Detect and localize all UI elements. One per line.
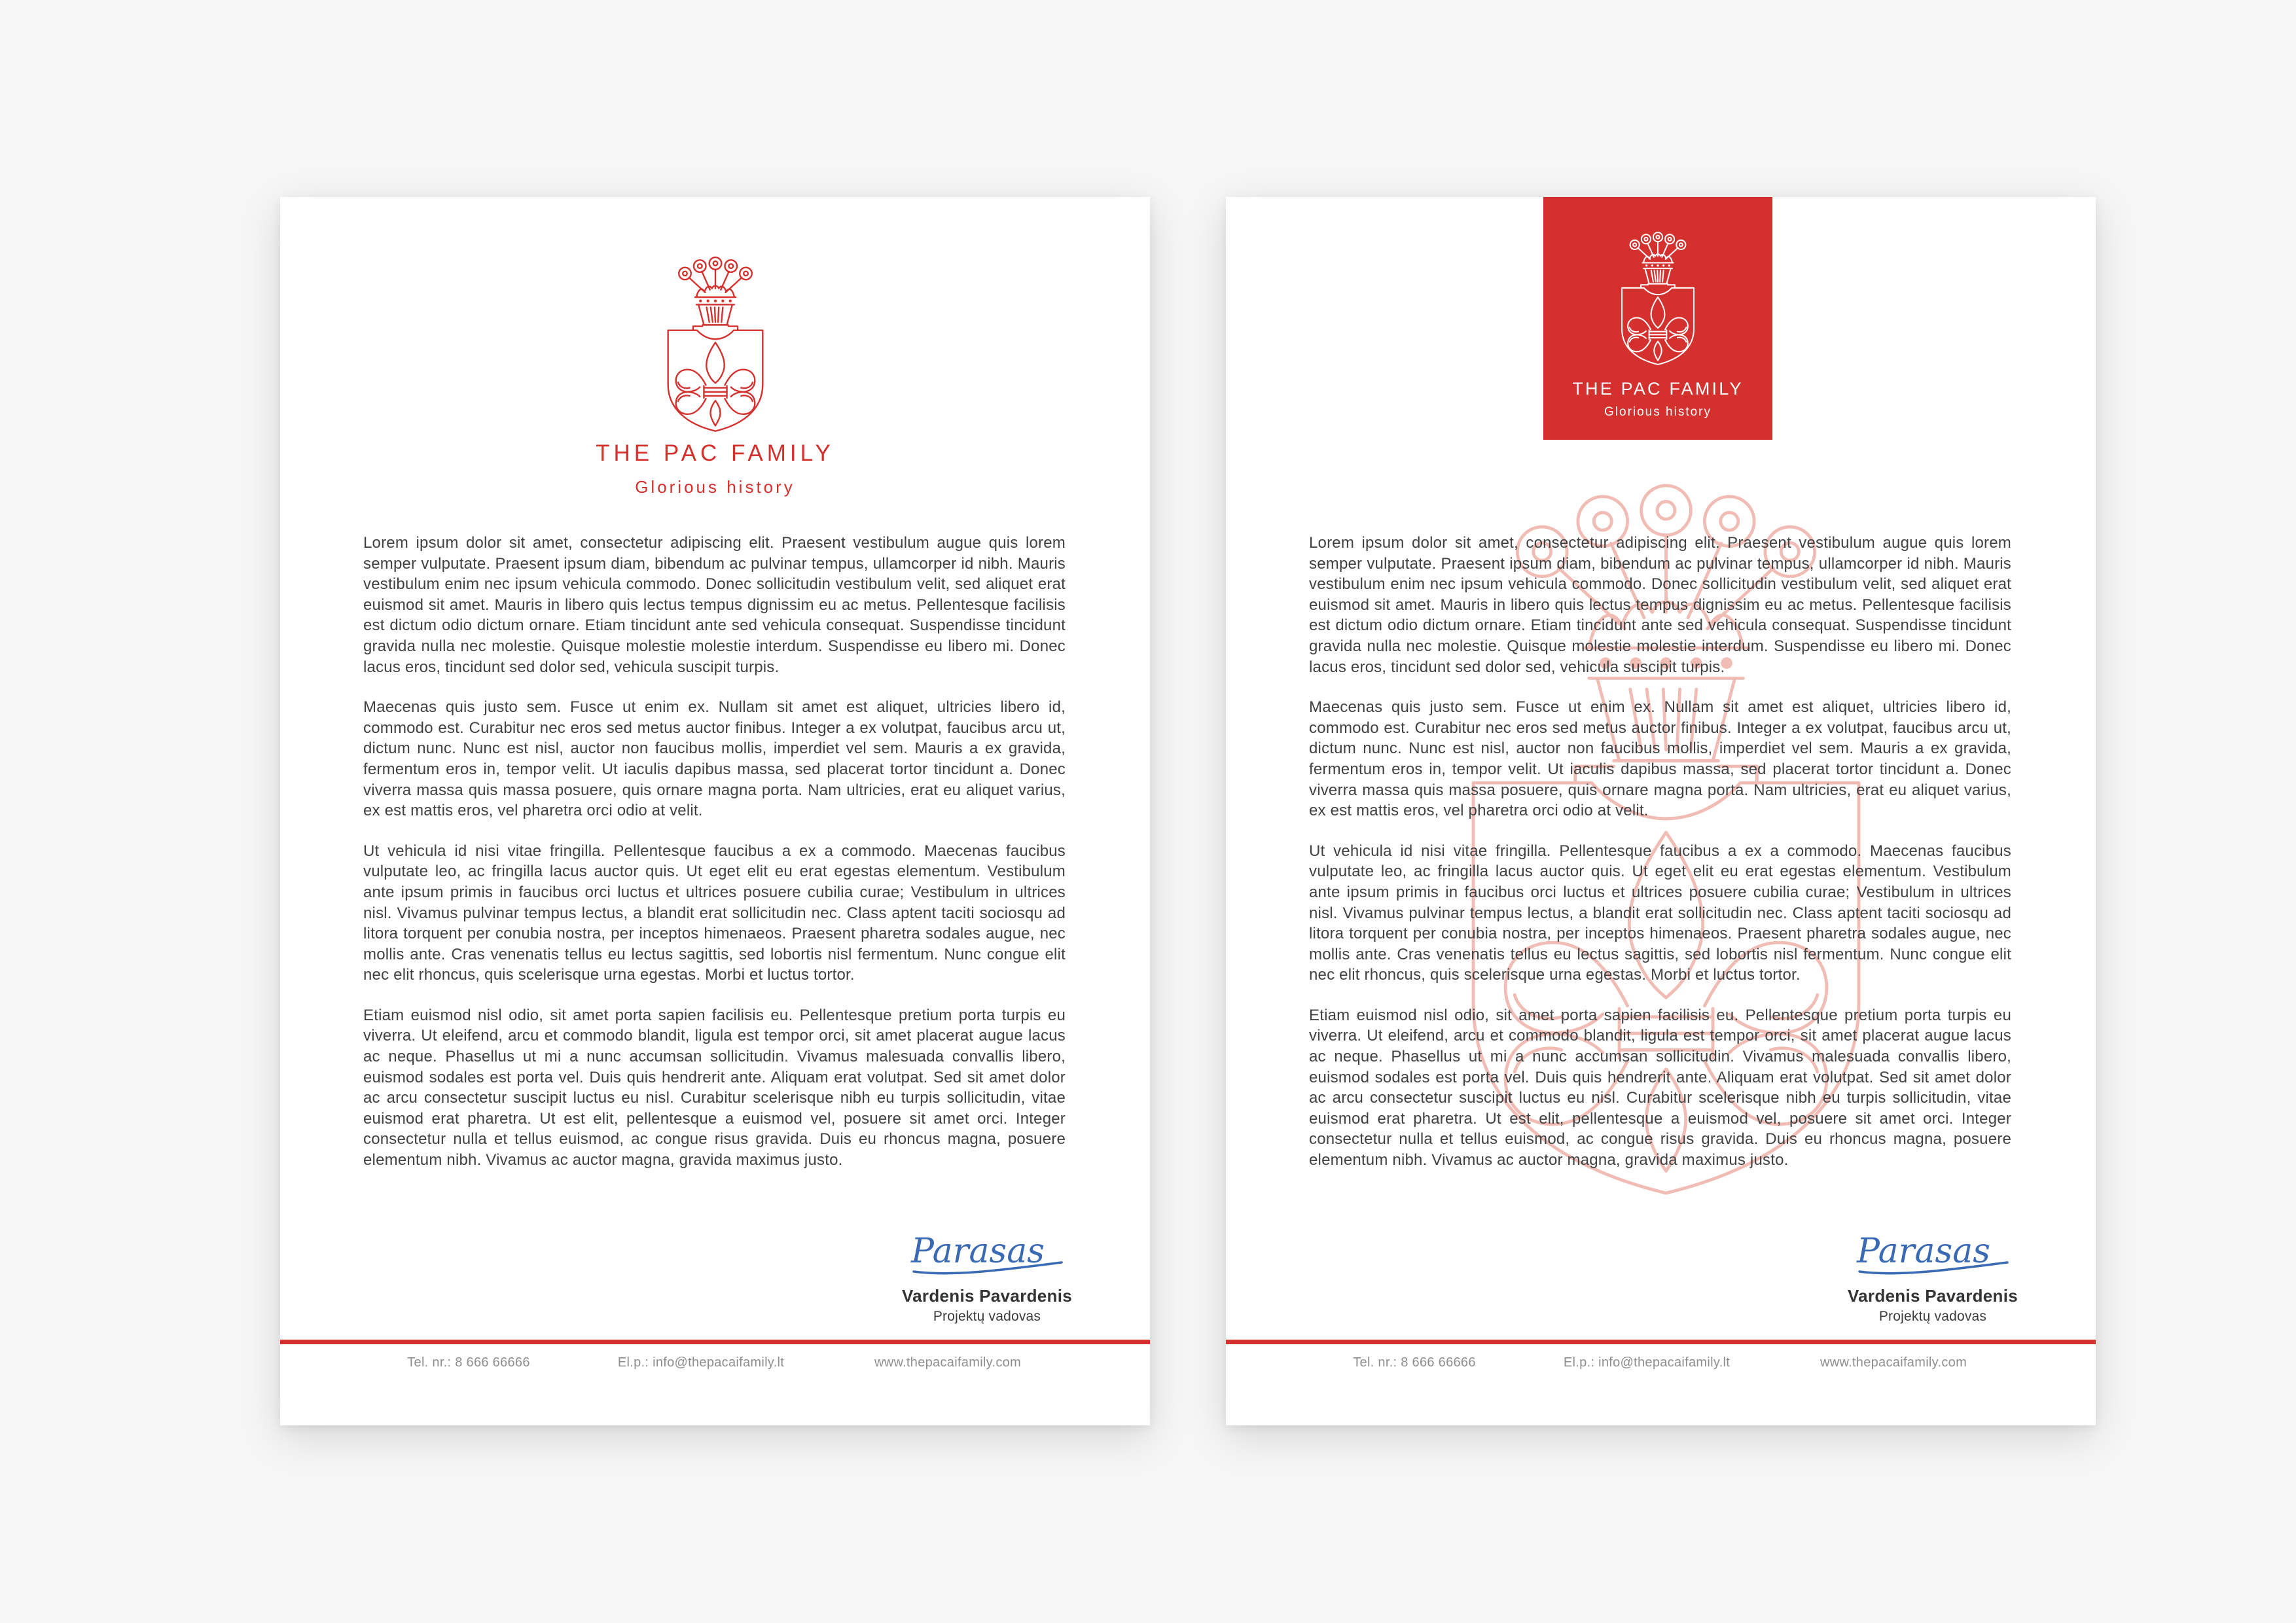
paragraph: Maecenas quis justo sem. Fusce ut enim ex. Nullam sit amet est aliquet, ultricies libero id, commodo est. Curabitur nec eros sed metus auctor finibus. Integer a ex volutpat, faucibus arcu ut, dictum nunc. Nunc est nisl, auctor non faucibus mollis, imperdiet vel sem. Mauris a ex gravida, fermentum eros in, tempor velit. Ut iaculis dapibus massa, sed placerat tortor tincidunt a. Donec viverra massa quis massa posuere, quis ornare magna porta. Nam ultricies, erat eu aliquet varius, ex est mattis eros, vel pharetra orci odio at velit.	[363, 698, 1066, 820]
red-header-block	[1543, 197, 1772, 440]
footer-email: El.p.: info@thepacaifamily.lt	[617, 1355, 785, 1370]
family-crest-logo-icon	[664, 255, 766, 437]
family-crest-logo-icon	[1619, 230, 1696, 369]
signature-script-text: Parasas	[910, 1232, 1045, 1271]
signatory-name: Vardenis Pavardenis	[901, 1286, 1073, 1306]
paragraph: Lorem ipsum dolor sit amet, consectetur adipiscing elit. Praesent vestibulum augue quis lorem semper vulputate. Praesent ipsum diam, bibendum ac pulvinar tempus, ullamcorper id nibh. Mauris vestibulum enim nec ipsum vehicula commodo. Donec sollicitudin vestibulum velit, sed aliquet erat euismod sit amet. Mauris in libero quis lectus tempus dignissim eu ac metus. Pellentesque facilisis est dictum odio dictum ornare. Etiam tincidunt ante sed vehicula consequat. Suspendisse tincidunt gravida nulla nec molestie. Quisque molestie molestie interdum. Suspendisse eu libero mi. Donec lacus eros, tincidunt sed dolor sed, vehicula suscipit turpis.	[1309, 534, 2011, 676]
handwritten-signature	[907, 1230, 1067, 1282]
brand-subtitle: Glorious history	[635, 477, 795, 497]
brand-subtitle: Glorious history	[1604, 405, 1712, 419]
footer-phone: Tel. nr.: 8 666 66666	[407, 1355, 530, 1370]
signatory-name: Vardenis Pavardenis	[1847, 1286, 2018, 1306]
handwritten-signature	[1853, 1230, 2013, 1282]
brand-title: THE PAC FAMILY	[1572, 379, 1744, 399]
letter-body	[363, 533, 1066, 1190]
letterhead-page-red-header	[1226, 197, 2096, 1425]
paragraph: Etiam euismod nisl odio, sit amet porta sapien facilisis eu. Pellentesque pretium porta turpis eu viverra. Ut eleifend, arcu et commodo blandit, ligula est tempor orci, sit amet placerat augue lacus ac neque. Phasellus ut mi a nunc accumsan sollicitudin. Vivamus malesuada convallis libero, euismod sodales est porta vel. Duis quis hendrerit ante. Aliquam erat volutpat. Sed sit amet dolor ac arcu consectetur suscipit luctus eu nisl. Curabitur scelerisque nibh eu turpis sollicitudin, vitae euismod erat pharetra. Ut est elit, pellentesque a euismod vel, posuere sit amet orci. Integer consectetur nulla et tellus euismod, ac congue risus gravida. Duis eu rhoncus magna, posuere elementum nibh. Vivamus ac auctor magna, gravida maximus justo.	[363, 1006, 1066, 1169]
paragraph: Lorem ipsum dolor sit amet, consectetur adipiscing elit. Praesent vestibulum augue quis lorem semper vulputate. Praesent ipsum diam, bibendum ac pulvinar tempus, ullamcorper id nibh. Mauris vestibulum enim nec ipsum vehicula commodo. Donec sollicitudin vestibulum velit, sed aliquet erat euismod sit amet. Mauris in libero quis lectus tempus dignissim eu ac metus. Pellentesque facilisis est dictum odio dictum ornare. Etiam tincidunt ante sed vehicula consequat. Suspendisse tincidunt gravida nulla nec molestie. Quisque molestie molestie interdum. Suspendisse eu libero mi. Donec lacus eros, tincidunt sed dolor sed, vehicula suscipit turpis.	[363, 534, 1066, 676]
signature-block	[901, 1230, 1073, 1325]
footer-website: www.thepacaifamily.com	[874, 1355, 1022, 1370]
footer-website: www.thepacaifamily.com	[1820, 1355, 1967, 1370]
signature-script-text: Parasas	[1856, 1232, 1990, 1271]
footer-phone: Tel. nr.: 8 666 66666	[1353, 1355, 1476, 1370]
footer-red-rule	[280, 1340, 1150, 1344]
paragraph: Ut vehicula id nisi vitae fringilla. Pellentesque faucibus a ex a commodo. Maecenas faucibus vulputate leo, ac fringilla lacus auctor quis. Ut eget elit eu erat egestas elementum. Vestibulum ante ipsum primis in faucibus orci luctus et ultrices posuere cubilia curae; Vestibulum in ultrices nisl. Vivamus pulvinar tempus lectus, a blandit erat sollicitudin nec. Class aptent taciti sociosqu ad litora torquent per conubia nostra, per inceptos himenaeos. Praesent pharetra sodales augue, nec mollis ante. Cras venenatis tellus eu lectus sagittis, sed lobortis nisl fermentum. Nunc congue elit nec elit rhoncus, quis scelerisque urna egestas. Morbi et luctus tortor.	[1309, 842, 2011, 984]
signatory-job-title: Projektų vadovas	[933, 1309, 1041, 1324]
paragraph: Ut vehicula id nisi vitae fringilla. Pellentesque faucibus a ex a commodo. Maecenas faucibus vulputate leo, ac fringilla lacus auctor quis. Ut eget elit eu erat egestas elementum. Vestibulum ante ipsum primis in faucibus orci luctus et ultrices posuere cubilia curae; Vestibulum in ultrices nisl. Vivamus pulvinar tempus lectus, a blandit erat sollicitudin nec. Class aptent taciti sociosqu ad litora torquent per conubia nostra, per inceptos himenaeos. Praesent pharetra sodales augue, nec mollis ante. Cras venenatis tellus eu lectus sagittis, sed lobortis nisl fermentum. Nunc congue elit nec elit rhoncus, quis scelerisque urna egestas. Morbi et luctus tortor.	[363, 842, 1066, 984]
paragraph: Etiam euismod nisl odio, sit amet porta sapien facilisis eu. Pellentesque pretium porta turpis eu viverra. Ut eleifend, arcu et commodo blandit, ligula est tempor orci, sit amet placerat augue lacus ac neque. Phasellus ut mi a nunc accumsan sollicitudin. Vivamus malesuada convallis libero, euismod sodales est porta vel. Duis quis hendrerit ante. Aliquam erat volutpat. Sed sit amet dolor ac arcu consectetur suscipit luctus eu nisl. Curabitur scelerisque nibh eu turpis sollicitudin, vitae euismod erat pharetra. Ut est elit, pellentesque a euismod vel, posuere sit amet orci. Integer consectetur nulla et tellus euismod, ac congue risus gravida. Duis eu rhoncus magna, posuere elementum nibh. Vivamus ac auctor magna, gravida maximus justo.	[1309, 1006, 2011, 1169]
footer-red-rule	[1226, 1340, 2096, 1344]
paragraph: Maecenas quis justo sem. Fusce ut enim ex. Nullam sit amet est aliquet, ultricies libero id, commodo est. Curabitur nec eros sed metus auctor finibus. Integer a ex volutpat, faucibus arcu ut, dictum nunc. Nunc est nisl, auctor non faucibus mollis, imperdiet vel sem. Mauris a ex gravida, fermentum eros in, tempor velit. Ut iaculis dapibus massa, sed placerat tortor tincidunt a. Donec viverra massa quis massa posuere, quis ornare magna porta. Nam ultricies, erat eu aliquet varius, ex est mattis eros, vel pharetra orci odio at velit.	[1309, 698, 2011, 820]
signatory-job-title: Projektų vadovas	[1878, 1309, 1987, 1324]
letterhead-page-white-logo	[280, 197, 1150, 1425]
brand-title: THE PAC FAMILY	[596, 440, 834, 466]
footer-email: El.p.: info@thepacaifamily.lt	[1563, 1355, 1731, 1370]
letter-body	[1309, 533, 2011, 1190]
signature-block	[1847, 1230, 2018, 1325]
